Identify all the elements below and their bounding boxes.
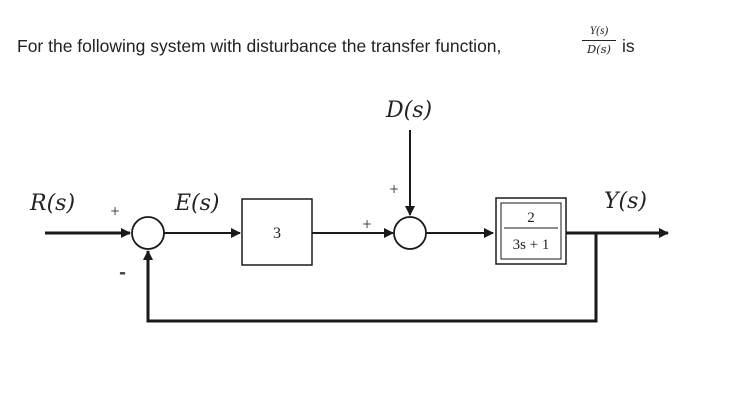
output-label: Y(s): [604, 189, 647, 214]
disturbance-label: D(s): [386, 98, 433, 123]
question-suffix: is: [622, 36, 635, 56]
controller-gain: 3: [273, 225, 281, 242]
sum1-minus-sign: -: [119, 263, 127, 283]
error-label: E(s): [175, 191, 220, 216]
sum2-plus-top-sign: +: [389, 182, 400, 196]
plant-block: [496, 198, 566, 264]
sum2-plus-left-sign: +: [362, 217, 373, 231]
summing-junction-2: [394, 217, 426, 249]
question-text: For the following system with disturbance the transfer function,: [17, 36, 502, 56]
plant-denominator: 3s + 1: [512, 237, 550, 253]
fraction-numerator: Y(s): [589, 25, 609, 37]
input-label: R(s): [30, 191, 76, 216]
fraction-denominator: D(s): [586, 42, 612, 56]
summing-junction-1: [132, 217, 164, 249]
sum1-plus-sign: +: [110, 204, 121, 218]
plant-numerator: 2: [527, 210, 535, 226]
